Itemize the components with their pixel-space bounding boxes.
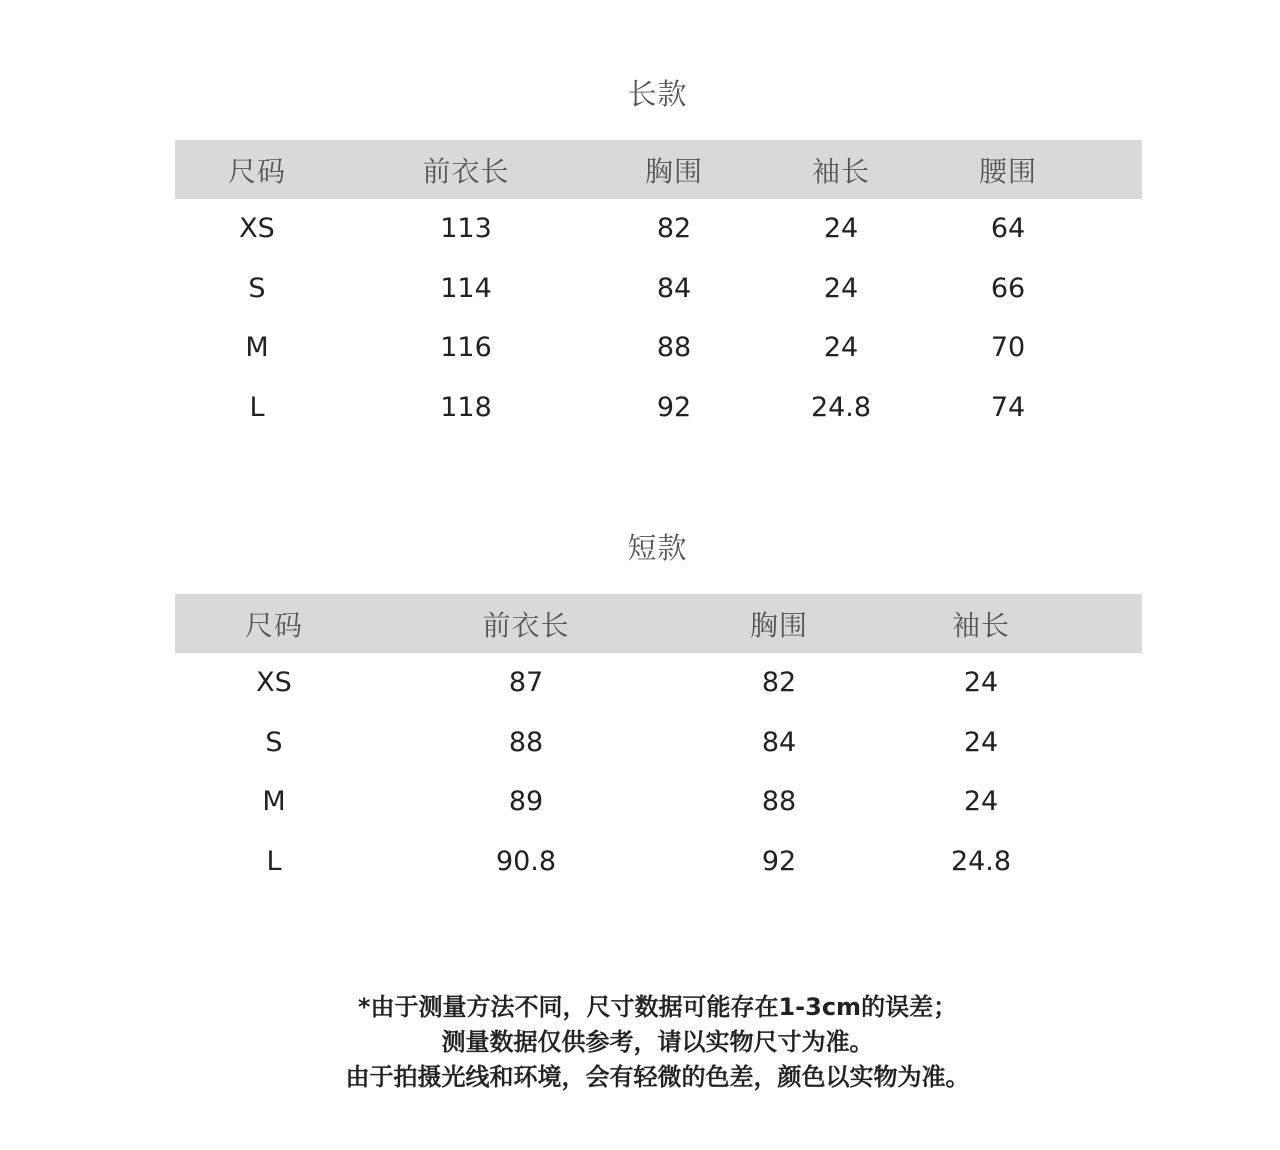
waist-cell: 74 xyxy=(990,391,1026,423)
size-cell: XS xyxy=(256,667,292,699)
front-length-cell: 89 xyxy=(508,786,544,818)
size-cell: L xyxy=(266,845,282,877)
waist-cell: 66 xyxy=(990,272,1026,304)
sleeve-cell: 24 xyxy=(963,786,999,818)
size-cell: M xyxy=(245,332,269,364)
table-row xyxy=(175,199,1142,259)
table-header-row xyxy=(175,594,1142,653)
front-length-cell: 113 xyxy=(440,213,492,245)
size-cell: S xyxy=(248,272,266,304)
chest-cell: 84 xyxy=(656,272,692,304)
front-length-cell: 87 xyxy=(508,667,544,699)
header-waist: 腰围 xyxy=(978,154,1037,188)
front-length-cell: 88 xyxy=(508,726,544,758)
header-size: 尺码 xyxy=(244,608,303,642)
front-length-cell: 116 xyxy=(440,332,492,364)
sleeve-cell: 24 xyxy=(823,272,859,304)
chest-cell: 82 xyxy=(761,667,797,699)
long-size-table xyxy=(175,140,1142,437)
sleeve-cell: 24 xyxy=(823,332,859,364)
header-chest: 胸围 xyxy=(749,608,808,642)
front-length-cell: 114 xyxy=(440,272,492,304)
table-header-row xyxy=(175,140,1142,199)
note-line: 测量数据仅供参考，请以实物尺寸为准。 xyxy=(441,1028,874,1056)
sleeve-cell: 24 xyxy=(963,667,999,699)
sleeve-cell: 24 xyxy=(823,213,859,245)
table-row xyxy=(175,653,1142,713)
header-front-length: 前衣长 xyxy=(422,154,510,188)
header-chest: 胸围 xyxy=(644,154,703,188)
table-row xyxy=(175,378,1142,438)
front-length-cell: 90.8 xyxy=(495,845,557,877)
front-length-cell: 118 xyxy=(440,391,492,423)
note-line: *由于测量方法不同，尺寸数据可能存在1-3cm的误差； xyxy=(357,993,958,1021)
table-row xyxy=(175,259,1142,319)
table-row xyxy=(175,772,1142,832)
chest-cell: 84 xyxy=(761,726,797,758)
header-sleeve: 袖长 xyxy=(951,608,1010,642)
measurement-notes xyxy=(0,990,1280,1095)
table-row xyxy=(175,713,1142,773)
note-line: 由于拍摄光线和环境，会有轻微的色差，颜色以实物为准。 xyxy=(345,1063,970,1091)
header-sleeve: 袖长 xyxy=(811,154,870,188)
chest-cell: 92 xyxy=(656,391,692,423)
table-row xyxy=(175,318,1142,378)
size-cell: L xyxy=(249,391,265,423)
short-section-title: 短款 xyxy=(627,531,688,565)
chest-cell: 88 xyxy=(761,786,797,818)
sleeve-cell: 24 xyxy=(963,726,999,758)
header-front-length: 前衣长 xyxy=(482,608,570,642)
table-row xyxy=(175,832,1142,892)
waist-cell: 70 xyxy=(990,332,1026,364)
header-size: 尺码 xyxy=(227,154,286,188)
short-size-table xyxy=(175,594,1142,891)
long-section-title: 长款 xyxy=(627,77,688,111)
waist-cell: 64 xyxy=(990,213,1026,245)
chest-cell: 88 xyxy=(656,332,692,364)
size-cell: XS xyxy=(239,213,275,245)
size-cell: S xyxy=(265,726,283,758)
sleeve-cell: 24.8 xyxy=(950,845,1012,877)
chest-cell: 92 xyxy=(761,845,797,877)
size-cell: M xyxy=(262,786,286,818)
sleeve-cell: 24.8 xyxy=(810,391,872,423)
chest-cell: 82 xyxy=(656,213,692,245)
